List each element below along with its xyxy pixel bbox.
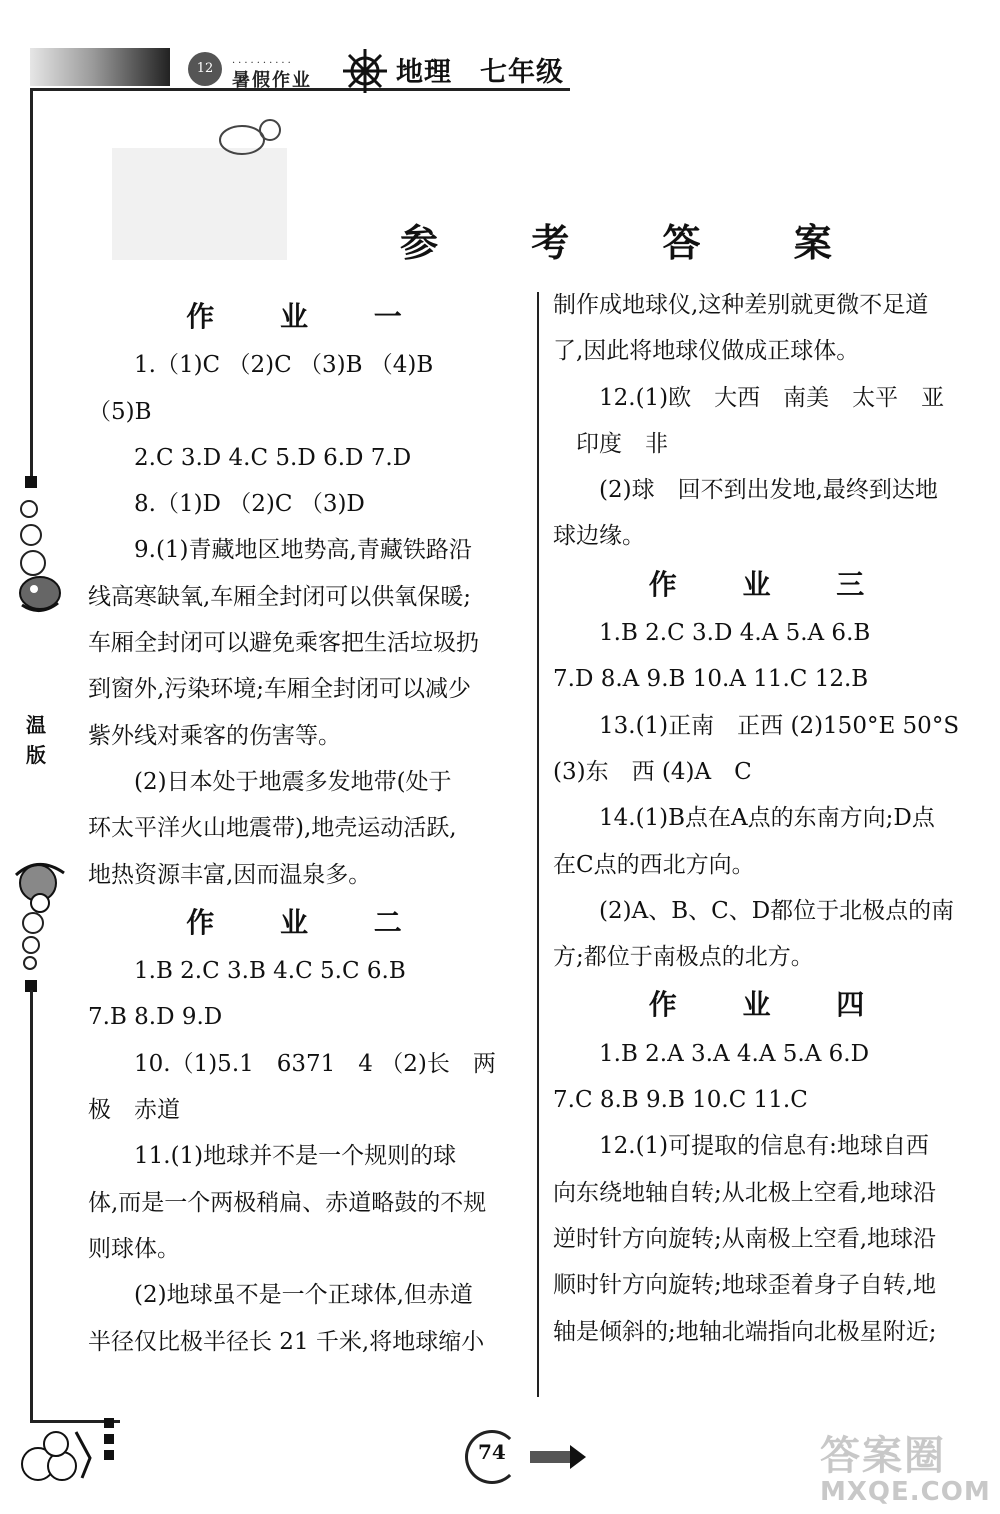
page-number: 74: [478, 1440, 506, 1464]
answer-line: 9.(1)青藏地区地势高,青藏铁路沿: [134, 537, 472, 564]
answer-line: 了,因此将地球仪做成正球体。: [553, 338, 860, 365]
answer-line: 2.C 3.D 4.C 5.D 6.D 7.D: [134, 444, 412, 471]
section-heading: 作 业 四: [648, 988, 893, 1022]
subject-grade: 地理 七年级: [396, 57, 564, 88]
answer-line: （5)B: [88, 398, 152, 425]
answer-line: 10.（1)5.1 6371 4 （2)长 两: [134, 1050, 496, 1077]
right-column: [553, 282, 988, 1355]
doodle-icon: [212, 112, 292, 162]
answer-line: 顺时针方向旋转;地球歪着身子自转,地: [553, 1272, 937, 1299]
answer-line: 则球体。: [88, 1235, 180, 1262]
margin-ring: [20, 524, 42, 546]
header-decor-bar: [30, 48, 170, 86]
page-title: 参 考 答 案: [400, 221, 872, 265]
answer-line: 逆时针方向旋转;从南极上空看,地球沿: [553, 1225, 937, 1252]
section-heading: 作 业 一: [186, 300, 430, 333]
answer-line: 11.(1)地球并不是一个规则的球: [134, 1143, 457, 1170]
footer-cartoon-icon: [18, 1418, 108, 1484]
answer-line: (2)地球虽不是一个正球体,但赤道: [134, 1282, 473, 1309]
answer-line: 1.B 2.A 3.A 4.A 5.A 6.D: [599, 1040, 870, 1067]
section-heading: 作 业 二: [186, 905, 430, 939]
answer-line: (2)球 回不到出发地,最终到达地: [599, 477, 938, 504]
answer-line: 向东绕地轴自转;从北极上空看,地球沿: [553, 1179, 937, 1206]
series-title: 暑假作业: [232, 70, 312, 91]
answer-line: 环太平洋火山地震带),地壳运动活跃,: [88, 815, 457, 842]
answer-line: 体,而是一个两极稍扁、赤道略鼓的不规: [88, 1189, 487, 1216]
answer-line: 制作成地球仪,这种差别就更微不足道: [553, 292, 929, 318]
watermark: [820, 1424, 995, 1510]
answer-line: 7.B 8.D 9.D: [88, 1004, 223, 1031]
ship-wheel-icon: [340, 46, 390, 96]
arrow-right-icon: [530, 1445, 586, 1469]
left-margin-rule: [30, 88, 33, 478]
watermark-line1: 答案圈: [820, 1433, 946, 1479]
footer-marks: [104, 1418, 114, 1478]
header-dots: ··········: [232, 58, 294, 69]
answer-line: 12.(1)可提取的信息有:地球自西: [599, 1133, 929, 1160]
answer-line: 印度 非: [553, 430, 668, 457]
answer-line: 方;都位于南极点的北方。: [553, 944, 814, 971]
margin-square: [25, 476, 37, 488]
margin-ring: [23, 956, 37, 970]
edition-label: 温 版: [26, 713, 46, 767]
answer-line: 1.（1)C （2)C （3)B （4)B: [134, 352, 434, 379]
answer-line: 7.D 8.A 9.B 10.A 11.C 12.B: [553, 666, 869, 693]
answer-line: (3)东 西 (4)A C: [553, 758, 752, 785]
answer-line: (2)A、B、C、D都位于北极点的南: [599, 897, 955, 924]
margin-ring: [22, 936, 40, 954]
left-column: [88, 292, 528, 1365]
answer-line: 轴是倾斜的;地轴北端指向北极星附近;: [553, 1318, 937, 1345]
section-heading: 作 业 三: [648, 567, 893, 601]
answer-line: 1.B 2.C 3.D 4.A 5.A 6.B: [599, 620, 871, 647]
answer-line: 到窗外,污染环境;车厢全封闭可以减少: [88, 676, 472, 703]
answer-line: 地热资源丰富,因而温泉多。: [88, 861, 372, 888]
answer-line: 13.(1)正南 正西 (2)150°E 50°S: [599, 712, 960, 739]
column-divider: [537, 292, 539, 1397]
answer-line: 线高寒缺氧,车厢全封闭可以供氧保暖;: [88, 583, 472, 610]
cartoon-face-icon: [10, 855, 70, 915]
series-logo: 12: [188, 52, 222, 86]
answer-line: 球边缘。: [553, 523, 645, 550]
answer-line: 12.(1)欧 大西 南美 太平 亚: [599, 384, 945, 411]
answer-line: 14.(1)B点在A点的东南方向;D点: [599, 805, 935, 832]
left-margin-rule-lower: [30, 990, 33, 1420]
answer-line: 半径仅比极半径长 21 千米,将地球缩小: [88, 1328, 485, 1355]
answer-line: 车厢全封闭可以避免乘客把生活垃圾扔: [88, 630, 479, 657]
margin-ring: [20, 500, 38, 518]
answer-line: 紫外线对乘客的伤害等。: [88, 722, 341, 749]
answer-line: 8.（1)D （2)C （3)D: [134, 491, 365, 518]
margin-ring: [22, 912, 44, 934]
answer-line: 7.C 8.B 9.B 10.C 11.C: [553, 1087, 808, 1114]
watermark-line2: MXQE.COM: [820, 1477, 991, 1507]
answer-line: 极 赤道: [88, 1097, 180, 1124]
cartoon-figure-icon: [12, 565, 68, 615]
answer-line: 在C点的西北方向。: [553, 851, 755, 878]
answer-line: 1.B 2.C 3.B 4.C 5.C 6.B: [134, 958, 406, 985]
decorative-gray-box: [112, 148, 287, 260]
answer-line: (2)日本处于地震多发地带(处于: [134, 768, 452, 795]
